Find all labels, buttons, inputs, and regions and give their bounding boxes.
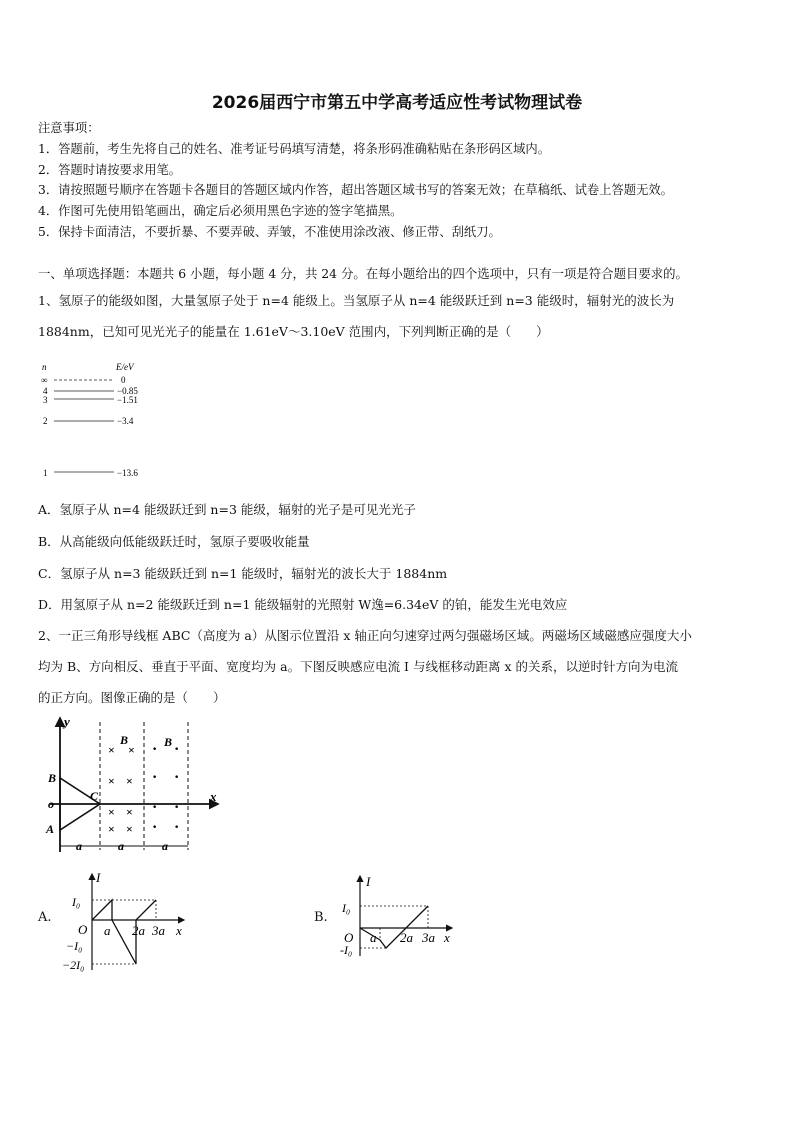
choice-b-tick-2a: 2a	[400, 930, 413, 945]
q2-stem-line3: 的正方向。图像正确的是（ ）	[38, 690, 226, 705]
dim-label-1: a	[76, 839, 82, 853]
svg-text:×: ×	[126, 774, 133, 788]
magnetic-field-figure	[40, 712, 230, 858]
notice-item-3: 3．请按照题号顺序在答题卡各题目的答题区域内作答，超出答题区域书写的答案无效；在草稿纸、试卷上答题无效。	[38, 183, 673, 197]
choice-a-x-label: x	[176, 923, 182, 938]
level-e-inf: 0	[121, 375, 126, 385]
level-e-3: −1.51	[117, 395, 138, 405]
choice-b-origin-label: O	[344, 930, 354, 945]
notice-item-2: 2．答题时请按要求用笔。	[38, 163, 182, 177]
energy-axis-label: E/eV	[116, 362, 134, 372]
field-1-label: B	[120, 733, 129, 747]
choice-b-i0-label: I₀	[342, 901, 351, 915]
vertex-c-label: C	[90, 789, 99, 803]
choice-b-x-label: x	[444, 930, 450, 945]
choice-b-label: B.	[314, 910, 328, 925]
choice-a-tick-3a: 3a	[152, 923, 165, 938]
level-n-2: 2	[43, 416, 48, 426]
n-axis-label: n	[42, 362, 47, 372]
svg-text:×: ×	[108, 743, 115, 757]
level-n-1: 1	[43, 468, 48, 478]
choice-b-tick-3a: 3a	[422, 930, 435, 945]
notice-heading: 注意事项：	[38, 121, 100, 135]
choice-a-i0-label: I₀	[72, 895, 81, 909]
svg-text:·: ·	[174, 819, 180, 836]
y-label: y	[64, 714, 70, 729]
section-heading: 一、单项选择题：本题共 6 小题，每小题 4 分，共 24 分。在每小题给出的四个选项中，只有一项是符合题目要求的。	[38, 266, 688, 281]
choice-b-tick-a: a	[370, 930, 377, 945]
q2-stem-line1: 2、一正三角形导线框 ABC（高度为 a）从图示位置沿 x 轴正向匀速穿过两匀强磁场区域。两磁场区域磁感应强度大小	[38, 628, 692, 643]
q1-option-a: A．氢原子从 n=4 能级跃迁到 n=3 能级，辐射的光子是可见光光子	[38, 502, 416, 517]
cross-field-region	[108, 743, 135, 836]
notice-item-4: 4．作图可先使用铅笔画出，确定后必须用黑色字迹的签字笔描黑。	[38, 204, 403, 218]
q1-option-d: D．用氢原子从 n=2 能级跃迁到 n=1 能级辐射的光照射 W逸=6.34eV 的铂，能发生光电效应	[38, 597, 568, 612]
svg-text:·: ·	[174, 741, 180, 758]
page-title: 2026届西宁市第五中学高考适应性考试物理试卷	[211, 93, 583, 113]
svg-text:·: ·	[152, 819, 158, 836]
svg-text:·: ·	[174, 799, 180, 816]
q1-option-b: B．从高能级向低能级跃迁时，氢原子要吸收能量	[38, 534, 310, 549]
origin-label: o	[48, 797, 54, 811]
level-n-4: 4	[43, 386, 48, 396]
vertex-b-label: B	[48, 771, 57, 785]
svg-text:×: ×	[108, 774, 115, 788]
choice-a-tick-a: a	[104, 923, 111, 938]
choice-a-origin-label: O	[78, 922, 88, 937]
level-n-3: 3	[43, 395, 48, 405]
svg-text:·: ·	[152, 741, 158, 758]
choice-a-tick-2a: 2a	[132, 923, 145, 938]
level-e-2: −3.4	[117, 416, 134, 426]
notice-item-5: 5．保持卡面清洁，不要折暴、不要弄破、弄皱，不准使用涂改液、修正带、刮纸刀。	[38, 225, 501, 239]
choice-a-i-label: I	[96, 870, 101, 885]
energy-level-diagram	[36, 358, 166, 482]
vertex-a-label: A	[46, 822, 55, 836]
level-e-4: −0.85	[117, 386, 138, 396]
level-n-inf: ∞	[41, 375, 48, 385]
field-2-label: B	[164, 735, 173, 749]
q2-stem-line2: 均为 B、方向相反、垂直于平面、宽度均为 a。下图反映感应电流 I 与线框移动距离 x 的关系，以逆时针方向为电流	[38, 659, 678, 674]
dim-label-2: a	[118, 839, 124, 853]
level-e-1: −13.6	[117, 468, 138, 478]
notice-item-1: 1．答题前，考生先将自己的姓名、准考证号码填写清楚，将条形码准确粘贴在条形码区域内。	[38, 142, 550, 156]
dot-field-region	[152, 741, 179, 836]
svg-text:×: ×	[108, 822, 115, 836]
x-label: x	[210, 789, 217, 804]
dim-label-3: a	[162, 839, 168, 853]
svg-text:×: ×	[108, 805, 115, 819]
choice-a-label: A.	[38, 910, 52, 925]
svg-text:×: ×	[128, 743, 135, 757]
svg-text:·: ·	[152, 769, 158, 786]
choice-a-curve	[92, 900, 156, 964]
choice-b-i-label: I	[366, 874, 371, 889]
choice-a-neg-2i0-label: −2I₀	[62, 958, 85, 972]
choice-a-neg-i0-label: −I₀	[66, 939, 83, 953]
svg-text:×: ×	[126, 805, 133, 819]
svg-text:·: ·	[152, 799, 158, 816]
q1-option-c: C．氢原子从 n=3 能级跃迁到 n=1 能级时，辐射光的波长大于 1884nm	[38, 566, 448, 581]
choice-b-graph	[334, 870, 464, 960]
q1-stem-line2: 1884nm，已知可见光光子的能量在 1.61eV～3.10eV 范围内，下列判断正确的是（ ）	[38, 324, 549, 339]
q1-stem-line1: 1、氢原子的能级如图，大量氢原子处于 n=4 能级上。当氢原子从 n=4 能级跃迁到 n=3 能级时，辐射光的波长为	[38, 293, 675, 308]
svg-text:·: ·	[174, 769, 180, 786]
choice-a-graph	[58, 866, 198, 976]
choice-b-neg-i0-label: -I₀	[340, 943, 353, 957]
svg-text:×: ×	[126, 822, 133, 836]
